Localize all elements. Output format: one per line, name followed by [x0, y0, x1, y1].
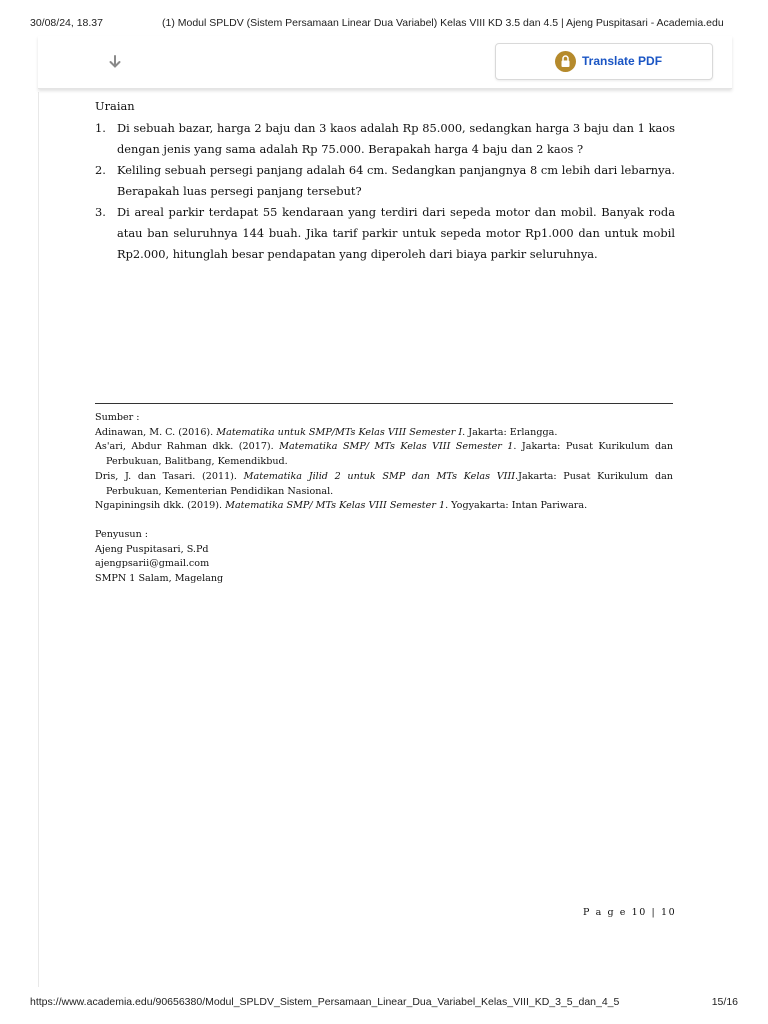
reference-publisher: . Jakarta: Erlangga. — [462, 426, 558, 438]
reference-title: Matematika Jilid 2 untuk SMP dan MTs Kelas VIII — [243, 470, 516, 482]
reference-author: As'ari, Abdur Rahman dkk. (2017). — [95, 441, 280, 453]
question-number: 3. — [95, 205, 106, 219]
page-number: P a g e 10 | 10 — [583, 907, 677, 918]
reference-item — [95, 470, 673, 499]
translate-pdf-label: Translate PDF — [582, 54, 663, 68]
reference-author: Adinawan, M. C. (2016). — [95, 426, 217, 438]
reference-title: Matematika untuk SMP/MTs Kelas VIII Semester I — [216, 426, 463, 438]
document-content — [95, 98, 675, 265]
viewer-toolbar — [38, 36, 732, 89]
reference-publisher: . Jakarta: Pusat Kurikulum dan Perbukuan, Balitbang, Kemendikbud. — [106, 441, 673, 468]
print-pager: 15/16 — [711, 996, 738, 1008]
question-number: 1. — [95, 121, 106, 135]
author-name: Ajeng Puspitasari, S.Pd — [95, 543, 209, 555]
reference-author: Dris, J. dan Tasari. (2011). — [95, 470, 244, 482]
question-text: Keliling sebuah persegi panjang adalah 64 cm. Sedangkan panjangnya 8 cm lebih dari lebarnya. Berapakah luas persegi panjang tersebut? — [117, 163, 675, 198]
references-block — [95, 411, 673, 587]
print-datetime: 30/08/24, 18.37 — [30, 17, 103, 29]
author-email: ajengpsarii@gmail.com — [95, 558, 210, 570]
reference-item — [95, 499, 673, 514]
question-item — [95, 118, 675, 160]
reference-title: Matematika SMP/ MTs Kelas VIII Semester 1 — [279, 441, 514, 453]
author-school: SMPN 1 Salam, Magelang — [95, 573, 224, 585]
reference-item — [95, 426, 673, 441]
question-item — [95, 160, 675, 202]
footnote-divider — [95, 403, 673, 404]
question-item — [95, 202, 675, 265]
reference-title: Matematika SMP/ MTs Kelas VIII Semester 1 — [225, 500, 446, 512]
question-text: Di sebuah bazar, harga 2 baju dan 3 kaos adalah Rp 85.000, sedangkan harga 3 baju dan 1 kaos dengan jenis yang sama adalah Rp 75.000. Berapakah harga 4 baju dan 2 kaos ? — [117, 121, 675, 156]
question-number: 2. — [95, 163, 106, 177]
lock-icon — [555, 51, 576, 72]
translate-pdf-button[interactable] — [495, 43, 713, 80]
reference-publisher: .Jakarta: Pusat Kurikulum dan Perbukuan, Kementerian Pendidikan Nasional. — [106, 470, 673, 497]
question-text: Di areal parkir terdapat 55 kendaraan yang terdiri dari sepeda motor dan mobil. Banyak roda atau ban seluruhnya 144 buah. Jika tarif parkir untuk sepeda motor Rp1.000 dan untuk mobil Rp2.000, hitunglah besar pendapatan yang diperoleh dari biaya parkir seluruhnya. — [117, 205, 675, 261]
viewer-divider — [38, 92, 39, 987]
reference-author: Ngapiningsih dkk. (2019). — [95, 500, 226, 512]
reference-publisher: . Yogyakarta: Intan Pariwara. — [445, 500, 588, 512]
sources-label: Sumber : — [95, 412, 140, 423]
section-heading: Uraian — [95, 99, 135, 113]
print-url: https://www.academia.edu/90656380/Modul_SPLDV_Sistem_Persamaan_Linear_Dua_Variabel_Kelas_VIII_KD_3_5_dan_4_5 — [30, 996, 620, 1008]
author-label: Penyusun : — [95, 528, 149, 540]
print-page-title: (1) Modul SPLDV (Sistem Persamaan Linear Dua Variabel) Kelas VIII KD 3.5 dan 4.5 | Ajeng Puspitasari - Academia.edu — [162, 17, 724, 29]
arrow-down-icon[interactable] — [108, 54, 122, 70]
reference-item — [95, 440, 673, 469]
